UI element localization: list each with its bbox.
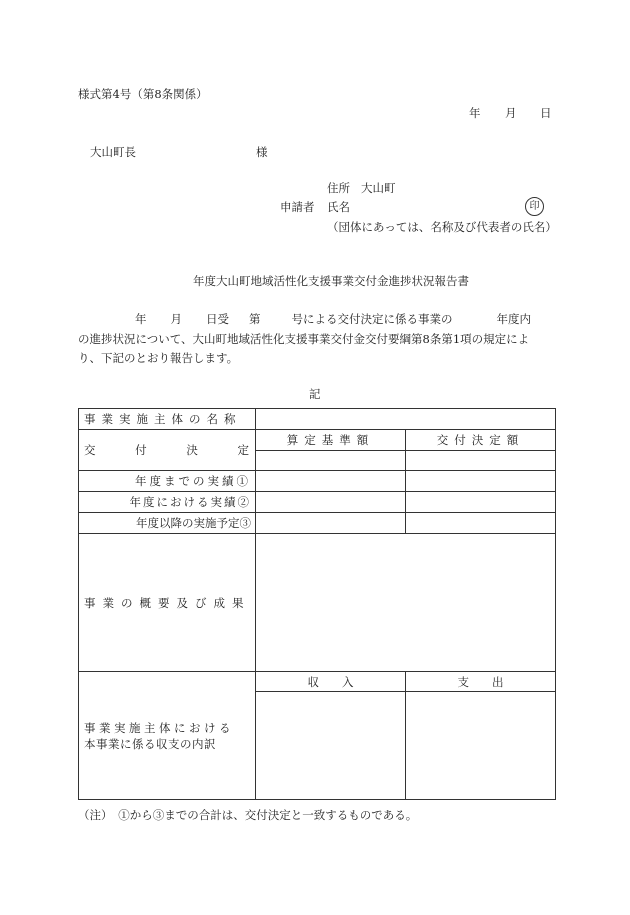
name-label: 氏名 [327, 200, 350, 214]
label-grant-decision-3: 決 [186, 443, 198, 457]
seal-mark: 印 [525, 197, 544, 216]
addressee-name: 大山町長 [90, 145, 136, 159]
label-summary: 事業の概要及び成果 [84, 595, 251, 610]
body-fiscal: 年度内 [496, 312, 531, 326]
footnote: （注） ①から③までの合計は、交付決定と一致するものである。 [78, 808, 418, 822]
label-grant-decision-1: 交 [84, 443, 96, 457]
body-line-3: り、下記のとおり報告します。 [78, 351, 239, 365]
label-results-in: 年度における実績② [129, 495, 251, 509]
label-grant-decision-4: 定 [237, 443, 249, 457]
body-year: 年 [135, 312, 147, 326]
label-entity-name: 事業実施主体の名称 [84, 412, 242, 426]
body-line-1 [78, 310, 556, 330]
body-line-2: の進捗状況について、大山町地域活性化支援事業交付金交付要綱第8条第1項の規定によ [78, 331, 530, 346]
body-paragraph [78, 310, 556, 369]
label-grant-decision [84, 430, 249, 470]
body-day-received: 日受 [206, 312, 229, 326]
ki-marker: 記 [309, 387, 321, 401]
label-breakdown-line-2: 本事業に係る収支の内訳 [84, 736, 216, 751]
date-month: 月 [505, 106, 517, 120]
header-expense: 支 出 [457, 674, 504, 689]
label-results-until: 年度までの実績① [135, 474, 251, 488]
report-table [78, 408, 556, 800]
header-income: 収 入 [307, 674, 354, 689]
label-breakdown [84, 672, 254, 799]
document-title: 年度大山町地域活性化支援事業交付金進捗状況報告書 [193, 274, 469, 288]
applicant-note: （団体にあっては、名称及び代表者の氏名） [327, 220, 557, 234]
body-rest: 号による交付決定に係る事業の [291, 312, 453, 326]
date-day: 日 [540, 106, 552, 120]
date-year: 年 [469, 106, 481, 120]
header-decision-amount: 交付決定額 [436, 433, 525, 447]
address-label: 住所 [327, 181, 350, 195]
address-value: 大山町 [361, 181, 396, 195]
header-standard-amount: 算定基準額 [286, 433, 375, 447]
form-number: 様式第4号（第8条関係） [78, 87, 208, 101]
body-month: 月 [170, 312, 182, 326]
addressee-honorific: 様 [256, 145, 268, 159]
applicant-role-label: 申請者 [280, 200, 315, 214]
label-breakdown-line-1: 事業実施主体における [84, 720, 234, 735]
label-planned-after: 年度以降の実施予定③ [136, 516, 251, 530]
label-grant-decision-2: 付 [135, 443, 147, 457]
body-dai: 第 [249, 312, 261, 326]
